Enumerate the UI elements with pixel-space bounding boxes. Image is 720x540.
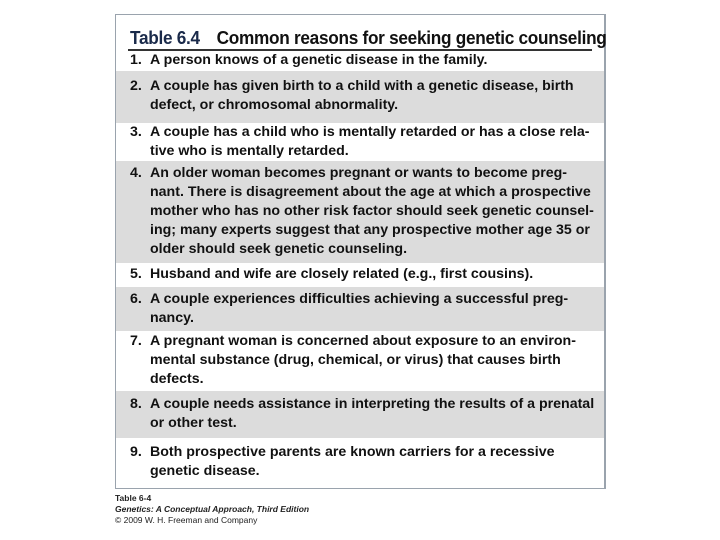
row-line: [130, 351, 604, 370]
caption-book: Genetics: A Conceptual Approach, Third Edition: [115, 504, 310, 514]
row-text: nancy.: [150, 310, 194, 326]
row-line: [130, 96, 604, 115]
row-text: ing; many experts suggest that any prospective mother age 35 or: [150, 222, 590, 238]
row-text: A couple experiences difficulties achieving a successful preg-: [150, 291, 569, 307]
row-line: [130, 240, 604, 259]
row-line: [130, 77, 604, 96]
row-number: 9.: [130, 444, 142, 460]
row-text: defect, or chromosomal abnormality.: [150, 97, 399, 113]
row-text: Both prospective parents are known carriers for a recessive: [150, 444, 555, 460]
row-text: A person knows of a genetic disease in the family.: [150, 52, 488, 68]
table-row: [116, 287, 604, 331]
row-text: A pregnant woman is concerned about exposure to an environ-: [150, 333, 576, 349]
row-text: mother who has no other risk factor should seek genetic counsel-: [150, 203, 594, 219]
table-body: [116, 51, 604, 488]
row-line: [130, 414, 604, 433]
table-row: [116, 123, 604, 161]
table-row: [116, 71, 604, 123]
row-line: [130, 332, 604, 351]
table-row: [116, 331, 604, 391]
row-text: older should seek genetic counseling.: [150, 241, 408, 257]
row-number: 4.: [130, 165, 142, 181]
caption-label: Table 6-4: [115, 493, 152, 503]
row-text: or other test.: [150, 415, 237, 431]
row-line: [130, 164, 604, 183]
row-line: [130, 265, 604, 284]
row-number: 6.: [130, 291, 142, 307]
table-row: [116, 438, 604, 488]
table-row: [116, 263, 604, 287]
row-line: [130, 202, 604, 221]
row-line: [130, 395, 604, 414]
row-line: [130, 309, 604, 328]
table-row: [116, 391, 604, 438]
row-number: 1.: [130, 52, 142, 68]
row-line: [130, 51, 604, 70]
row-text: mental substance (drug, chemical, or virus) that causes birth: [150, 352, 561, 368]
row-number: 8.: [130, 396, 142, 412]
row-line: [130, 142, 604, 161]
row-line: [130, 183, 604, 202]
row-number: 3.: [130, 124, 142, 140]
row-text: genetic disease.: [150, 463, 260, 479]
genetic-counseling-table: [115, 14, 606, 489]
row-line: [130, 221, 604, 240]
row-number: 5.: [130, 266, 142, 282]
row-text: A couple has a child who is mentally retarded or has a close rela-: [150, 124, 590, 140]
row-number: 7.: [130, 333, 142, 349]
row-text: A couple needs assistance in interpreting the results of a prenatal: [150, 396, 595, 412]
row-text: A couple has given birth to a child with a genetic disease, birth: [150, 78, 574, 94]
row-text: nant. There is disagreement about the age at which a prospective: [150, 184, 591, 200]
row-text: tive who is mentally retarded.: [150, 143, 349, 159]
row-text: Husband and wife are closely related (e.g., first cousins).: [150, 266, 534, 282]
row-line: [130, 370, 604, 389]
row-line: [130, 462, 604, 481]
row-text: defects.: [150, 371, 204, 387]
row-text: An older woman becomes pregnant or wants to become preg-: [150, 165, 568, 181]
table-row: [116, 51, 604, 71]
table-title-text: Common reasons for seeking genetic counseling: [216, 27, 607, 48]
table-title: [130, 27, 607, 49]
table-number: Table 6.4: [130, 27, 200, 48]
row-line: [130, 443, 604, 462]
row-line: [130, 290, 604, 309]
row-line: [130, 123, 604, 142]
row-number: 2.: [130, 78, 142, 94]
table-row: [116, 161, 604, 263]
caption: [115, 493, 309, 526]
caption-copyright: © 2009 W. H. Freeman and Company: [115, 515, 258, 525]
